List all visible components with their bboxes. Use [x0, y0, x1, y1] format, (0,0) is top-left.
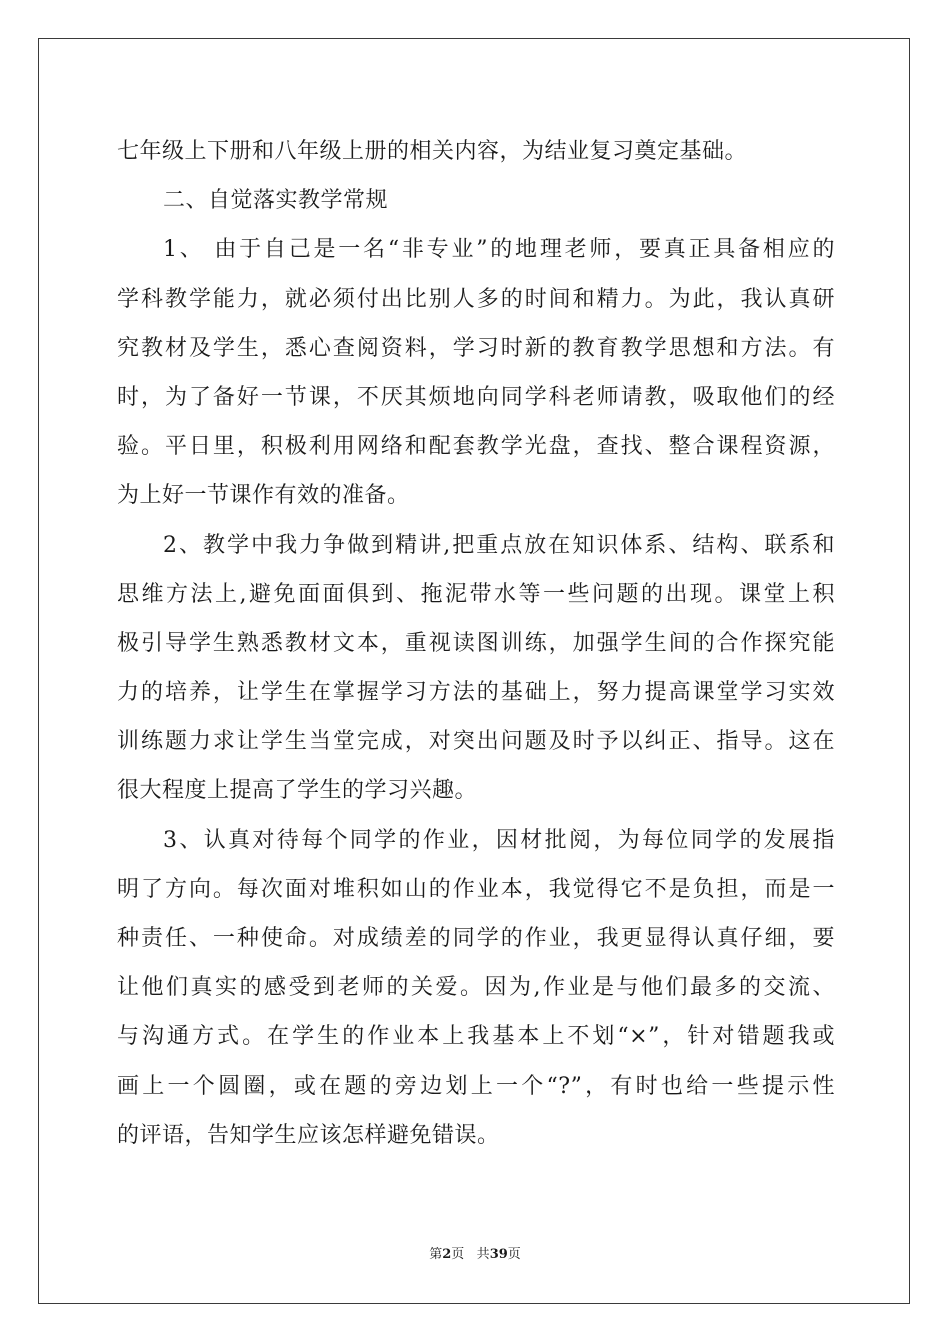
text-line: 时，为了备好一节课，不厌其烦地向同学科老师请教，吸取他们的经	[117, 384, 835, 410]
text-line: 学科教学能力，就必须付出比别人多的时间和精力。为此，我认真研	[117, 286, 835, 312]
total-pages: 39	[489, 1247, 508, 1262]
page-footer	[0, 1243, 950, 1262]
page-suffix: 页	[451, 1247, 465, 1262]
text-line: 验。平日里，积极利用网络和配套教学光盘，查找、整合课程资源，	[117, 434, 835, 460]
text-line: 3、认真对待每个同学的作业，因材批阅，为每位同学的发展指	[163, 827, 835, 853]
text-line: 七年级上下册和八年级上册的相关内容，为结业复习奠定基础。	[117, 139, 748, 164]
text-line: 为上好一节课作有效的准备。	[117, 483, 410, 509]
text-line: 与沟通方式。在学生的作业本上我基本上不划“×”，针对错题我或	[117, 1024, 835, 1050]
text-line: 明了方向。每次面对堆积如山的作业本，我觉得它不是负担，而是一	[117, 876, 835, 902]
text-line: 画上一个圆圈，或在题的旁边划上一个“?”，有时也给一些提示性	[117, 1073, 835, 1099]
total-suffix: 页	[507, 1247, 521, 1262]
text-line: 训练题力求让学生当堂完成，对突出问题及时予以纠正、指导。这在	[117, 729, 835, 755]
text-line: 究教材及学生，悉心查阅资料，学习时新的教育教学思想和方法。有	[117, 335, 835, 361]
page-prefix: 第	[429, 1247, 443, 1262]
text-line: 的评语，告知学生应该怎样避免错误。	[117, 1122, 500, 1148]
text-line: 力的培养，让学生在掌握学习方法的基础上，努力提高课堂学习实效	[117, 680, 835, 706]
page-number: 2	[442, 1247, 452, 1262]
text-line: 很大程度上提高了学生的学习兴趣。	[117, 778, 478, 804]
text-line: 让他们真实的感受到老师的关爱。因为,作业是与他们最多的交流、	[117, 975, 835, 1001]
text-line: 2、教学中我力争做到精讲,把重点放在知识体系、结构、联系和	[163, 532, 835, 558]
text-line: 思维方法上,避免面面俱到、拖泥带水等一些问题的出现。课堂上积	[117, 581, 835, 607]
document-body	[117, 127, 835, 1160]
text-line: 1、 由于自己是一名“非专业”的地理老师，要真正具备相应的	[163, 237, 835, 263]
text-line: 二、自觉落实教学常规	[163, 188, 389, 214]
total-prefix: 共	[476, 1247, 490, 1262]
text-line: 种责任、一种使命。对成绩差的同学的作业，我更显得认真仔细，要	[117, 926, 835, 951]
text-line: 极引导学生熟悉教材文本，重视读图训练，加强学生间的合作探究能	[117, 630, 835, 656]
